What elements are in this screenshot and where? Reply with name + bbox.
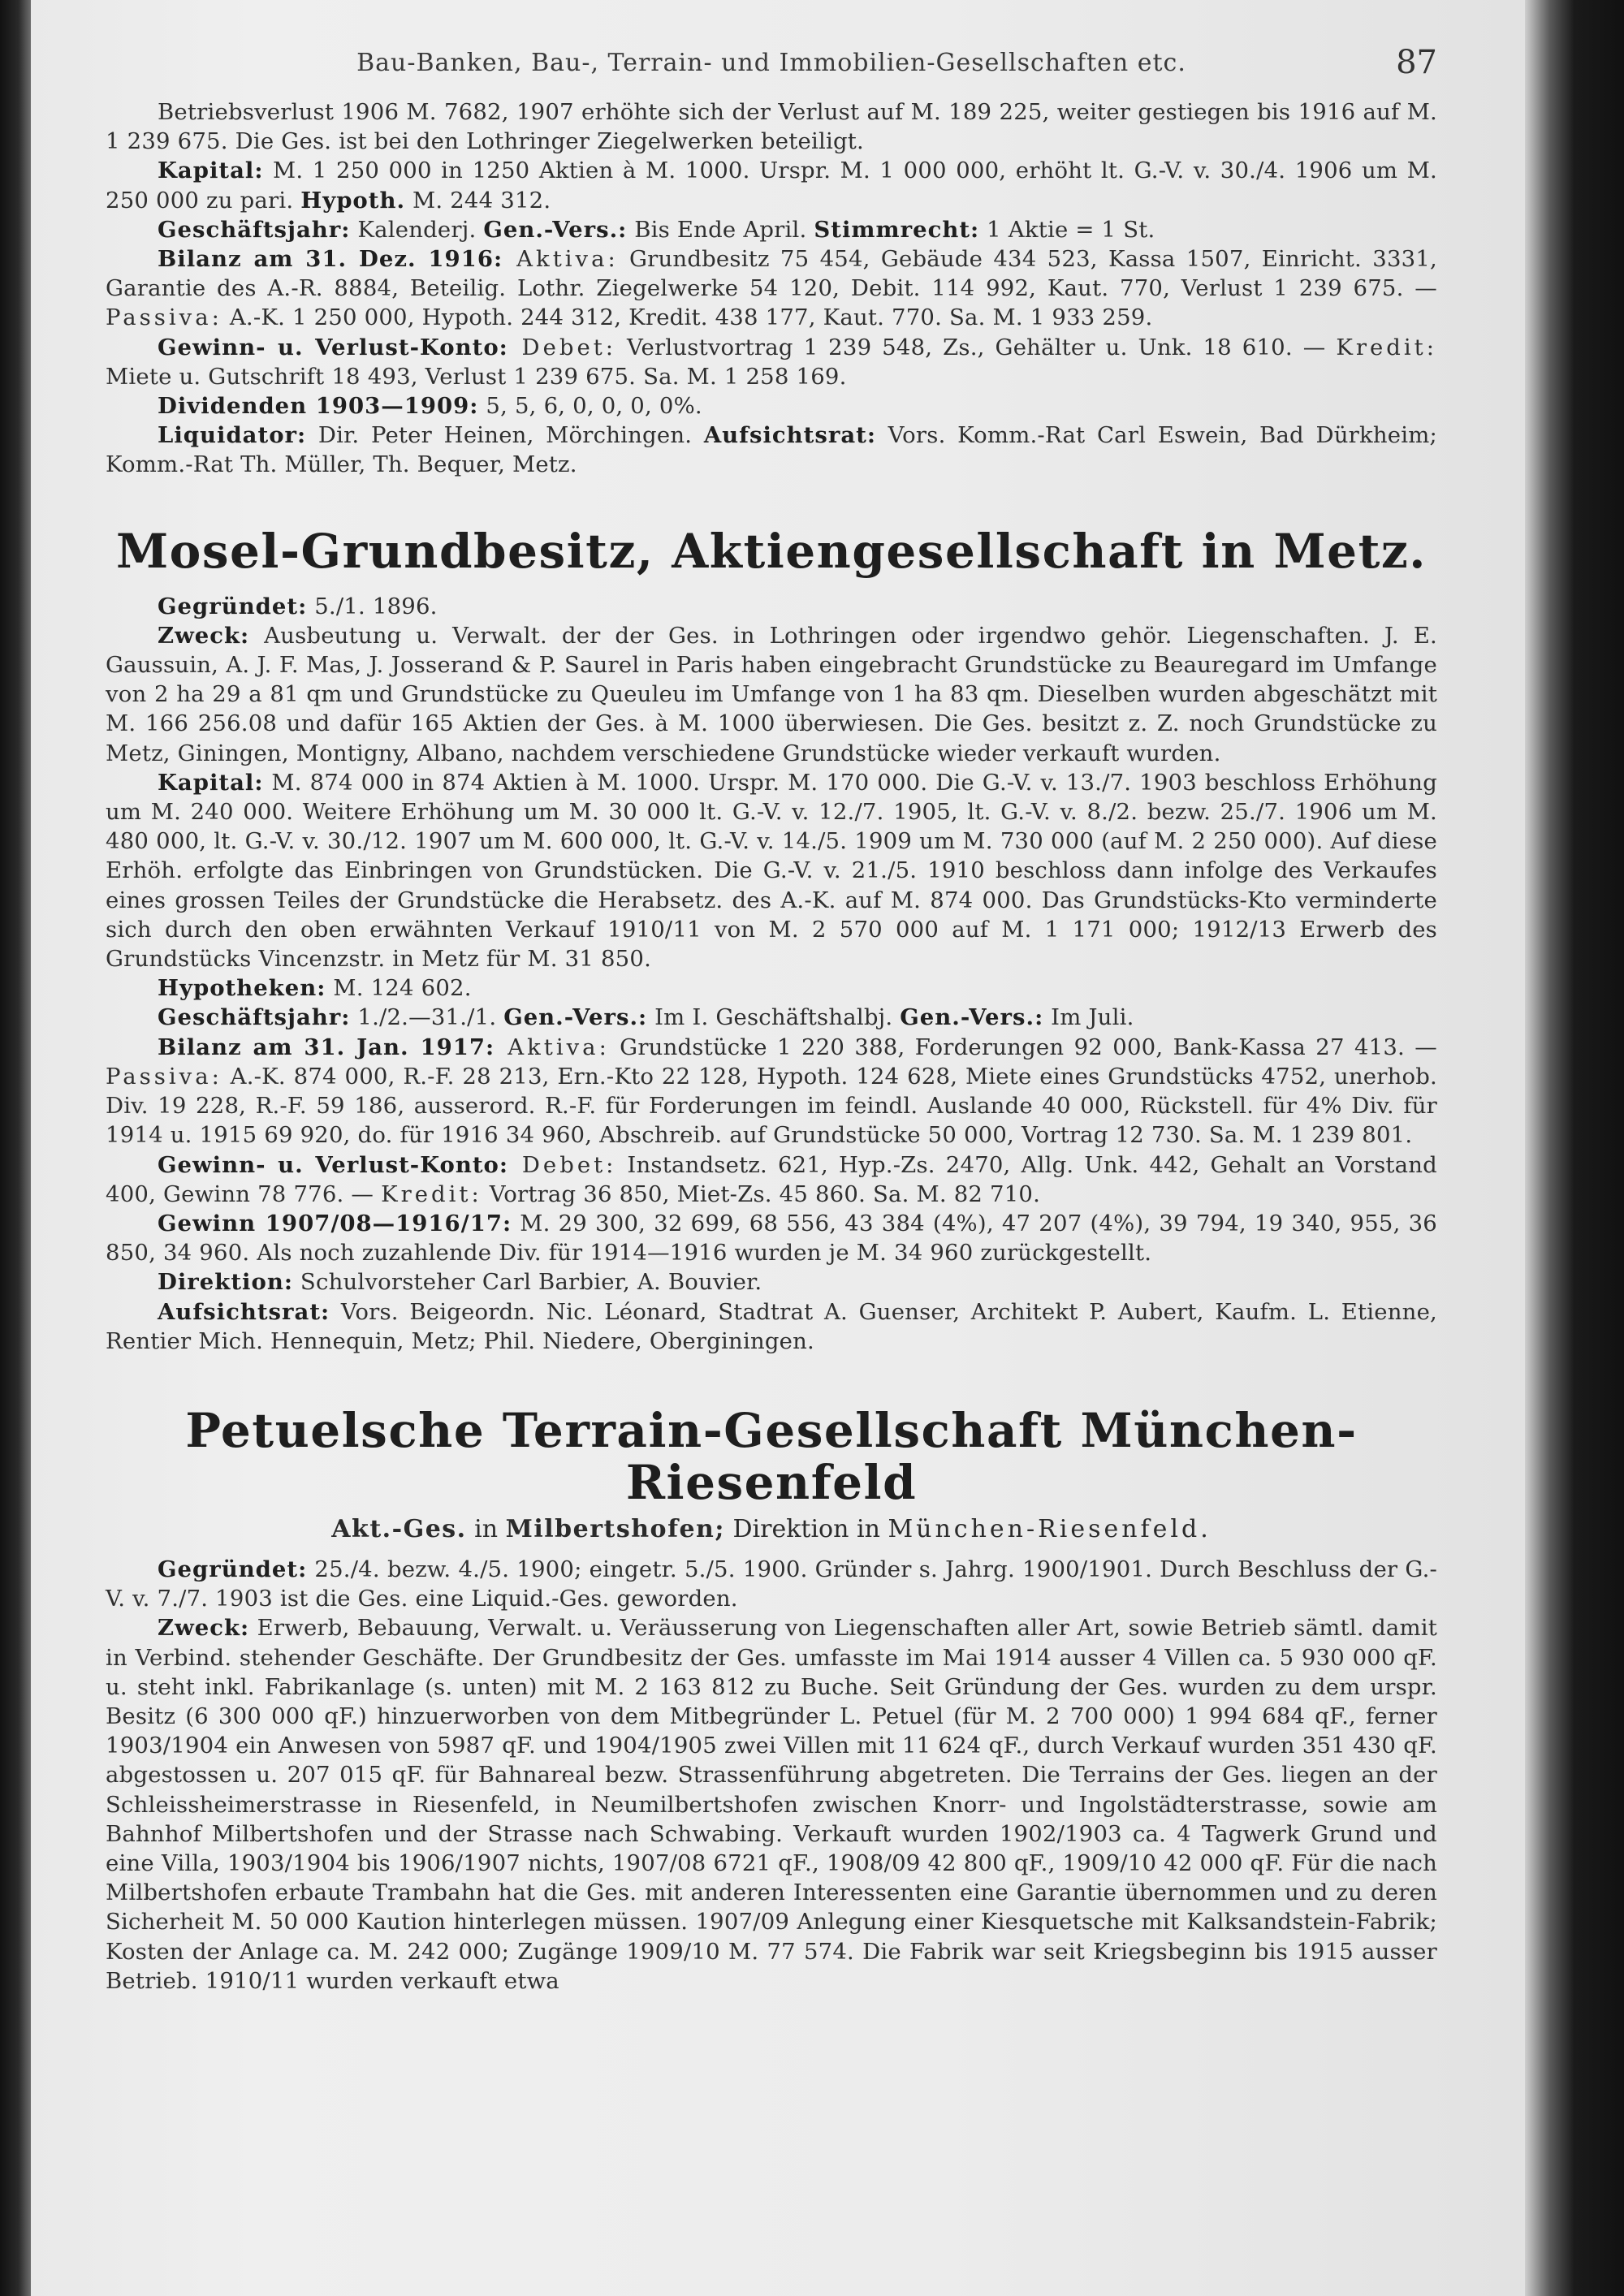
text-passiva: A.-K. 874 000, R.-F. 28 213, Ern.-Kto 22 128, Hypoth. 124 628, Miete eines Grundstücks 4752, unerhob. Div. 19 228, R.-F. 59 186, ausserord. R.-F. für Forderungen im feindl. Auslande 40 000, Rückstell. für 4% Div. für 1914 u. 1915 69 920, do. für 1916 34 960, Abschreib. auf Grundstücke 50 000, Vortrag 12 730. Sa. M. 1 239 801.: [106, 1063, 1437, 1149]
text-gen-vers: Bis Ende April.: [627, 216, 814, 243]
label-gen-vers-2: Gen.-Vers.:: [900, 1004, 1044, 1031]
paragraph-zweck: [106, 1613, 1437, 1996]
label-bilanz: Bilanz am 31. Jan. 1917:: [158, 1034, 495, 1060]
label-gewinn-verlust: Gewinn- u. Verlust-Konto:: [158, 1151, 509, 1178]
paragraph-zweck: [106, 621, 1437, 768]
label-direktion: Direktion:: [158, 1269, 293, 1296]
text-direktion: Schulvorsteher Carl Barbier, A. Bouvier.: [292, 1269, 762, 1296]
text-in: in: [466, 1514, 506, 1543]
text-geschaeftsjahr: 1./2.—31./1.: [350, 1004, 504, 1031]
label-zweck: Zweck:: [158, 622, 250, 649]
paragraph-gewinn-verlust: [106, 1150, 1437, 1209]
text-debet: Verlustvortrag 1 239 548, Zs., Gehälter u. Unk. 18 610. —: [616, 334, 1337, 360]
text-muenchen-riesenfeld: München-Riesenfeld.: [888, 1514, 1212, 1543]
scan-right-edge: [1525, 0, 1624, 2296]
paragraph-gewinn: [106, 1209, 1437, 1267]
running-title: Bau-Banken, Bau-, Terrain- und Immobilien-Gesellschaften etc.: [356, 49, 1186, 77]
paragraph-dividenden: [106, 391, 1437, 421]
paragraph-gewinn-verlust: [106, 333, 1437, 391]
label-bilanz: Bilanz am 31. Dez. 1916:: [158, 246, 503, 273]
text-zweck: Erwerb, Bebauung, Verwalt. u. Veräusserung von Liegenschaften aller Art, sowie Betrieb sämtl. damit in Verbind. stehender Geschäfte. Der Grundbesitz der Ges. umfasste im Mai 1914 ausser 4 Villen ca. 5 930 000 qF. u. steht inkl. Fabrikanlage (s. unten) mit M. 2 163 812 zu Buche. Seit Gründung der Ges. wurden zu dem urspr. Besitz (6 300 000 qF.) hinzuerworben von dem Mitbegründer L. Petuel (für M. 2 700 000) 1 994 684 qF., ferner 1903/1904 ein Anwesen von 5987 qF. und 1904/1905 zwei Villen mit 11 624 qF., durch Verkauf wurden 351 430 qF. abgestossen u. 207 015 qF. für Bahnareal bezw. Strassenführung abgetreten. Die Terrains der Ges. liegen an der Schleissheimerstrasse in Riesenfeld, in Neumilbertshofen zwischen Knorr- und Ingolstädterstrasse, sowie am Bahnhof Milbertshofen und der Strasse nach Schwabing. Verkauft wurden 1902/1903 ca. 4 Tagwerk Grund und eine Villa, 1903/1904 bis 1906/1907 nichts, 1907/08 6721 qF., 1908/09 42 800 qF., 1909/10 42 000 qF. Für die nach Milbertshofen erbaute Trambahn hat die Ges. mit anderen Interessenten eine Garantie übernommen und zu deren Sicherheit M. 50 000 Kaution hinterlegen müssen. 1907/09 Anlegung einer Kiesquetsche mit Kalksandstein-Fabrik; Kosten der Anlage ca. M. 242 000; Zugänge 1909/10 M. 77 574. Die Fabrik war seit Kriegsbeginn bis 1915 ausser Betrieb. 1910/11 wurden verkauft etwa: [106, 1615, 1437, 1994]
running-head: [106, 44, 1437, 97]
text-liquidator: Dir. Peter Heinen, Mörchingen.: [306, 422, 704, 449]
text-kapital: M. 874 000 in 874 Aktien à M. 1000. Urspr. M. 170 000. Die G.-V. v. 13./7. 1903 beschloss Erhöhung um M. 240 000. Weitere Erhöhung um M. 30 000 lt. G.-V. v. 12./7. 1905, lt. G.-V. v. 8./2. bezw. 25./7. 1906 um M. 480 000, lt. G.-V. v. 30./12. 1907 um M. 600 000, lt. G.-V. v. 14./5. 1909 um M. 730 000 (auf M. 2 250 000). Auf diese Erhöh. erfolgte das Einbringen von Grundstücken. Die G.-V. v. 21./5. 1910 beschloss dann infolge des Verkaufes eines grossen Teiles der Grundstücke die Herabsetz. des A.-K. auf M. 874 000. Das Grundstücks-Kto verminderte sich durch den oben erwähnten Verkauf 1910/11 von M. 2 570 000 auf M. 1 171 000; 1912/13 Erwerb des Grundstücks Vincenzstr. in Metz für M. 31 850.: [106, 769, 1437, 973]
text-gegruendet: 25./4. bezw. 4./5. 1900; eingetr. 5./5. 1900. Gründer s. Jahrg. 1900/1901. Durch Beschluss der G.-V. v. 7./7. 1903 ist die Ges. eine Liquid.-Ges. geworden.: [106, 1556, 1437, 1612]
label-hypotheken: Hypotheken:: [158, 975, 326, 1002]
paragraph-direktion: [106, 1267, 1437, 1297]
label-liquidator: Liquidator:: [158, 422, 307, 449]
label-gegruendet: Gegründet:: [158, 1556, 308, 1582]
text-geschaeftsjahr: Kalenderj.: [350, 216, 484, 243]
label-gen-vers: Gen.-Vers.:: [503, 1004, 648, 1031]
subheading-petuelsche: [106, 1515, 1437, 1543]
text-dividenden: 5, 5, 6, 0, 0, 0, 0%.: [478, 393, 702, 420]
label-zweck: Zweck:: [158, 1615, 250, 1642]
text-gegruendet: 5./1. 1896.: [307, 593, 438, 619]
paragraph-hypotheken: [106, 973, 1437, 1003]
label-kredit: Kredit:: [381, 1180, 482, 1207]
label-kredit: Kredit:: [1336, 334, 1437, 360]
text-gewinn: M. 29 300, 32 699, 68 556, 43 384 (4%), 47 207 (4%), 39 794, 19 340, 955, 36 850, 34 960. Als noch zuzahlende Div. für 1914—1916 wurden je M. 34 960 zurückgestellt.: [106, 1210, 1437, 1267]
paragraph-bilanz: [106, 244, 1437, 333]
label-stimmrecht: Stimmrecht:: [814, 216, 980, 243]
paragraph-bilanz: [106, 1033, 1437, 1150]
paragraph-geschaeftsjahr: [106, 215, 1437, 244]
text-aufsichtsrat: Vors. Beigeordn. Nic. Léonard, Stadtrat A. Guenser, Architekt P. Aubert, Kaufm. L. Etienne, Rentier Mich. Hennequin, Metz; Phil. Niedere, Oberginingen.: [106, 1298, 1437, 1354]
paragraph-betriebsverlust: Betriebsverlust 1906 M. 7682, 1907 erhöhte sich der Verlust auf M. 189 225, weiter gestiegen bis 1916 auf M. 1 239 675. Die Ges. ist bei den Lothringer Ziegelwerken beteiligt.: [106, 99, 1437, 155]
label-kapital: Kapital:: [158, 769, 264, 796]
label-gewinn: Gewinn 1907/08—1916/17:: [158, 1210, 512, 1236]
section-mosel-grundbesitz: [106, 592, 1437, 1356]
text-hypoth: M. 244 312.: [405, 187, 551, 214]
text-aktiva: Grundstücke 1 220 388, Forderungen 92 000, Bank-Kassa 27 413. —: [609, 1034, 1437, 1060]
label-geschaeftsjahr: Geschäftsjahr:: [158, 1004, 351, 1031]
label-gegruendet: Gegründet:: [158, 593, 308, 619]
label-aufsichtsrat: Aufsichtsrat:: [158, 1298, 330, 1325]
text-zweck: Ausbeutung u. Verwalt. der der Ges. in Lothringen oder irgendwo gehör. Liegenschaften. J. E. Gaussuin, A. J. F. Mas, J. Josserand & P. Saurel in Paris haben eingebracht Grundstücke zu Beauregard im Umfange von 2 ha 29 a 81 qm und Grundstücke zu Queuleu im Umfange von 1 ha 83 qm. Dieselben wurden abgeschätzt mit M. 166 256.08 und dafür 165 Aktien der Ges. à M. 1000 überwiesen. Die Ges. besitzt z. Z. noch Grundstücke zu Metz, Giningen, Montigny, Albano, nachdem verschiedene Grundstücke wieder verkauft wurden.: [106, 622, 1437, 766]
paragraph-geschaeftsjahr: [106, 1003, 1437, 1032]
label-kapital: Kapital:: [158, 158, 264, 184]
text-hypotheken: M. 124 602.: [326, 975, 472, 1002]
paragraph-gegruendet: [106, 592, 1437, 621]
label-milbertshofen: Milbertshofen;: [505, 1514, 725, 1543]
scan-left-edge: [0, 0, 31, 2296]
label-aufsichtsrat: Aufsichtsrat:: [703, 422, 876, 449]
label-gewinn-verlust: Gewinn- u. Verlust-Konto:: [158, 334, 508, 360]
label-aktiva: Aktiva:: [495, 1034, 610, 1060]
text-gen-vers: Im I. Geschäftshalbj.: [647, 1004, 901, 1031]
label-passiva: Passiva:: [106, 1063, 222, 1090]
heading-petuelsche-terrain: Petuelsche Terrain-Gesellschaft München-Riesenfeld: [185, 1402, 1358, 1510]
paragraph-kapital: [106, 156, 1437, 214]
paragraph-kapital: [106, 768, 1437, 973]
label-dividenden: Dividenden 1903—1909:: [158, 393, 479, 420]
label-akt-ges: Akt.-Ges.: [331, 1514, 467, 1543]
text-direktion-in: Direktion in: [724, 1514, 888, 1543]
label-aktiva: Aktiva:: [503, 246, 619, 273]
paragraph-aufsichtsrat: [106, 1297, 1437, 1356]
text-kredit: Vortrag 36 850, Miet-Zs. 45 860. Sa. M. 82 710.: [482, 1180, 1041, 1207]
text-gen-vers-2: Im Juli.: [1043, 1004, 1134, 1031]
label-gen-vers: Gen.-Vers.:: [483, 216, 628, 243]
heading-mosel-grundbesitz: Mosel-Grundbesitz, Aktiengesellschaft in Metz.: [115, 523, 1427, 579]
label-passiva: Passiva:: [106, 304, 222, 331]
text-aufsichtsrat: Vors. Komm.-Rat Carl Eswein, Bad Dürkheim; Komm.-Rat Th. Müller, Th. Bequer, Metz.: [106, 422, 1437, 478]
text-stimmrecht: 1 Aktie = 1 St.: [979, 216, 1155, 243]
text-debet: Instandsetz. 621, Hyp.-Zs. 2470, Allg. Unk. 442, Gehalt an Vorstand 400, Gewinn 78 776. —: [106, 1151, 1437, 1207]
page-content: [106, 44, 1437, 1996]
paragraph-liquidator: [106, 421, 1437, 479]
text-passiva: A.-K. 1 250 000, Hypoth. 244 312, Kredit. 438 177, Kaut. 770. Sa. M. 1 933 259.: [222, 304, 1153, 331]
label-debet: Debet:: [508, 334, 617, 360]
label-geschaeftsjahr: Geschäftsjahr:: [158, 216, 351, 243]
book-page: [31, 0, 1525, 2296]
page-number: 87: [1396, 44, 1437, 81]
text-kapital: M. 1 250 000 in 1250 Aktien à M. 1000. Urspr. M. 1 000 000, erhöht lt. G.-V. v. 30./4. 1906 um M. 250 000 zu pari.: [106, 158, 1437, 214]
section-previous-company: [106, 97, 1437, 480]
paragraph-gegruendet: [106, 1555, 1437, 1613]
text-kredit: Miete u. Gutschrift 18 493, Verlust 1 239 675. Sa. M. 1 258 169.: [106, 363, 847, 390]
label-debet: Debet:: [508, 1151, 617, 1178]
section-petuelsche-terrain: [106, 1555, 1437, 1996]
label-hypoth: Hypoth.: [300, 187, 406, 214]
text-aktiva: Grundbesitz 75 454, Gebäude 434 523, Kassa 1507, Einricht. 3331, Garantie des A.-R. 8884, Beteilig. Lothr. Ziegelwerke 54 120, Debit. 114 992, Kaut. 770, Verlust 1 239 675. —: [106, 246, 1437, 302]
